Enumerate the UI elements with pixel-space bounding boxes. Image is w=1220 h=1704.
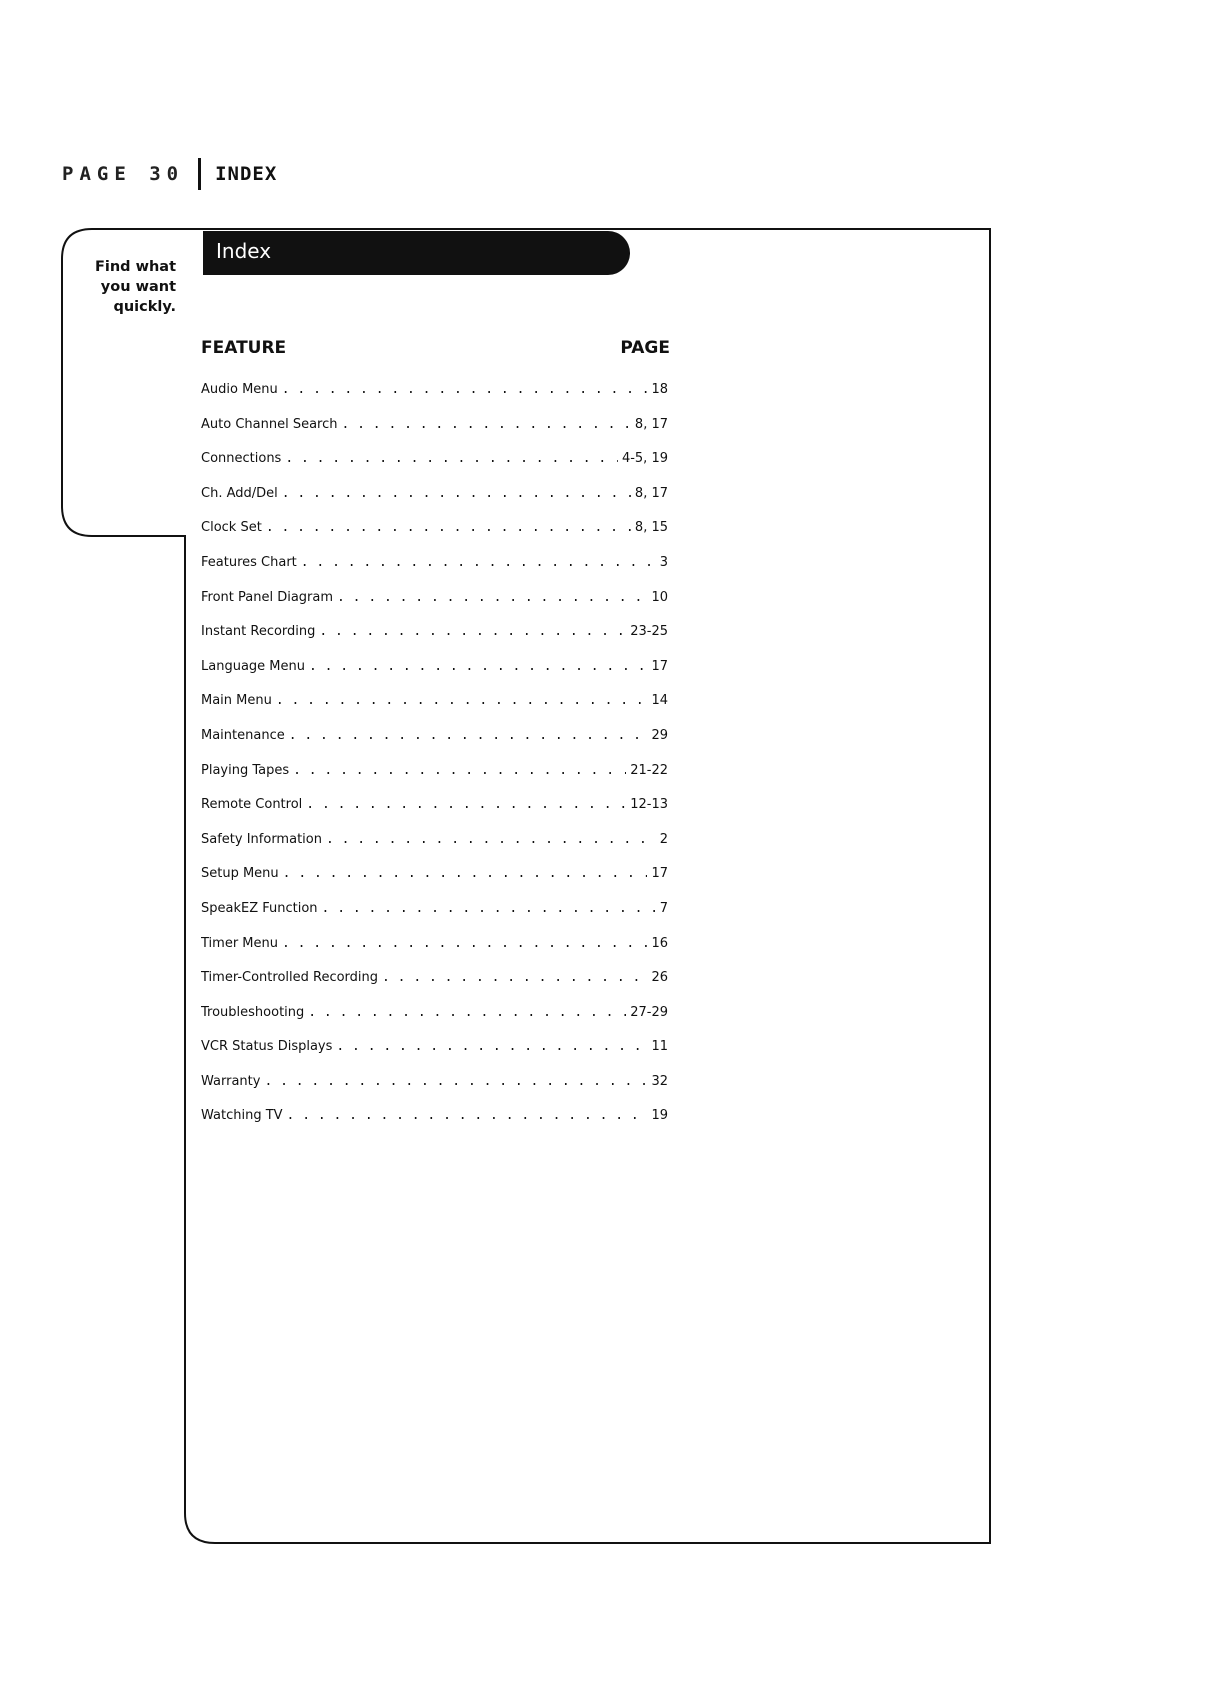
index-entry xyxy=(201,382,668,417)
entry-feature: VCR Status Displays xyxy=(201,1039,333,1055)
entry-page: 11 xyxy=(651,1039,668,1055)
dot-leader xyxy=(287,1108,648,1123)
entry-feature: Troubleshooting xyxy=(201,1004,305,1020)
dot-leader xyxy=(308,1005,626,1020)
entry-page: 29 xyxy=(651,727,668,743)
entry-page: 3 xyxy=(659,554,668,570)
entry-feature: Auto Channel Search xyxy=(201,416,338,432)
dot-leader xyxy=(322,901,656,916)
section-title: INDEX xyxy=(215,163,278,185)
entry-page: 27-29 xyxy=(630,1004,668,1020)
entry-page: 19 xyxy=(651,1108,668,1124)
entry-page: 4-5, 19 xyxy=(621,451,668,467)
dot-leader xyxy=(301,555,656,570)
dot-leader xyxy=(306,797,626,812)
dot-leader xyxy=(282,486,631,501)
dot-leader xyxy=(382,970,647,985)
entry-page: 14 xyxy=(651,693,668,709)
entry-feature: Audio Menu xyxy=(201,382,278,397)
index-entry xyxy=(201,417,668,452)
sidenote-line: you want xyxy=(100,279,176,295)
entry-feature: Clock Set xyxy=(201,520,262,536)
entry-feature: Language Menu xyxy=(201,658,305,674)
index-entry xyxy=(201,520,668,555)
dot-leader xyxy=(309,659,647,674)
dot-leader xyxy=(326,832,656,847)
entry-feature: Timer Menu xyxy=(201,935,278,951)
entry-feature: Main Menu xyxy=(201,693,272,709)
dot-leader xyxy=(341,417,630,432)
index-entry xyxy=(201,901,668,936)
entry-page: 21-22 xyxy=(630,762,668,778)
index-entry xyxy=(201,936,668,971)
index-entry xyxy=(201,555,668,590)
entry-feature: Ch. Add/Del xyxy=(201,485,278,501)
index-entry xyxy=(201,1005,668,1040)
entry-feature: Watching TV xyxy=(201,1108,283,1124)
entry-page: 26 xyxy=(651,970,668,986)
entry-feature: Safety Information xyxy=(201,831,322,847)
entry-feature: Playing Tapes xyxy=(201,762,290,778)
sidenote-line: quickly. xyxy=(113,299,176,315)
index-entry xyxy=(201,693,668,728)
index-entry xyxy=(201,1108,668,1143)
dot-leader xyxy=(282,382,648,397)
dot-leader xyxy=(266,520,631,535)
entry-page: 7 xyxy=(659,900,668,916)
index-entry xyxy=(201,832,668,867)
index-entry xyxy=(201,590,668,625)
column-header-feature: FEATURE xyxy=(201,338,287,358)
dot-leader xyxy=(276,693,648,708)
index-title: Index xyxy=(216,239,272,263)
dot-leader xyxy=(319,624,626,639)
entry-feature: Maintenance xyxy=(201,727,285,743)
entry-page: 17 xyxy=(651,866,668,882)
entry-feature: Front Panel Diagram xyxy=(201,589,334,605)
index-list xyxy=(201,382,668,1143)
index-entry xyxy=(201,970,668,1005)
entry-page: 12-13 xyxy=(630,797,668,813)
index-entry xyxy=(201,624,668,659)
dot-leader xyxy=(264,1074,647,1089)
entry-feature: Warranty xyxy=(201,1073,261,1089)
entry-feature: Setup Menu xyxy=(201,866,279,882)
entry-feature: Connections xyxy=(201,451,282,467)
entry-page: 8, 15 xyxy=(634,520,668,536)
entry-feature: Instant Recording xyxy=(201,624,316,640)
index-entry xyxy=(201,797,668,832)
column-header-page: PAGE xyxy=(620,338,670,358)
dot-leader xyxy=(293,763,626,778)
sidenote-line: Find what xyxy=(94,259,176,275)
entry-page: 2 xyxy=(659,831,668,847)
dot-leader xyxy=(337,590,647,605)
index-entry xyxy=(201,728,668,763)
index-entry xyxy=(201,763,668,798)
dot-leader xyxy=(285,451,618,466)
index-entry xyxy=(201,486,668,521)
sidenote xyxy=(70,257,176,317)
entry-feature: SpeakEZ Function xyxy=(201,900,318,916)
entry-feature: Features Chart xyxy=(201,554,297,570)
entry-page: 16 xyxy=(651,935,668,951)
entry-page: 18 xyxy=(651,382,668,397)
entry-page: 10 xyxy=(651,589,668,605)
dot-leader xyxy=(282,936,647,951)
dot-leader xyxy=(289,728,648,743)
entry-feature: Timer-Controlled Recording xyxy=(201,970,379,986)
index-title-bar xyxy=(203,231,630,275)
index-entry xyxy=(201,866,668,901)
index-entry xyxy=(201,1074,668,1109)
dot-leader xyxy=(336,1039,647,1054)
entry-page: 32 xyxy=(651,1073,668,1089)
index-entry xyxy=(201,451,668,486)
index-entry xyxy=(201,659,668,694)
index-entry xyxy=(201,1039,668,1074)
entry-page: 17 xyxy=(651,658,668,674)
dot-leader xyxy=(283,866,648,881)
entry-page: 23-25 xyxy=(630,624,668,640)
entry-feature: Remote Control xyxy=(201,797,303,813)
entry-page: 8, 17 xyxy=(634,416,668,432)
page-number: PAGE 30 xyxy=(62,163,185,185)
entry-page: 8, 17 xyxy=(634,485,668,501)
